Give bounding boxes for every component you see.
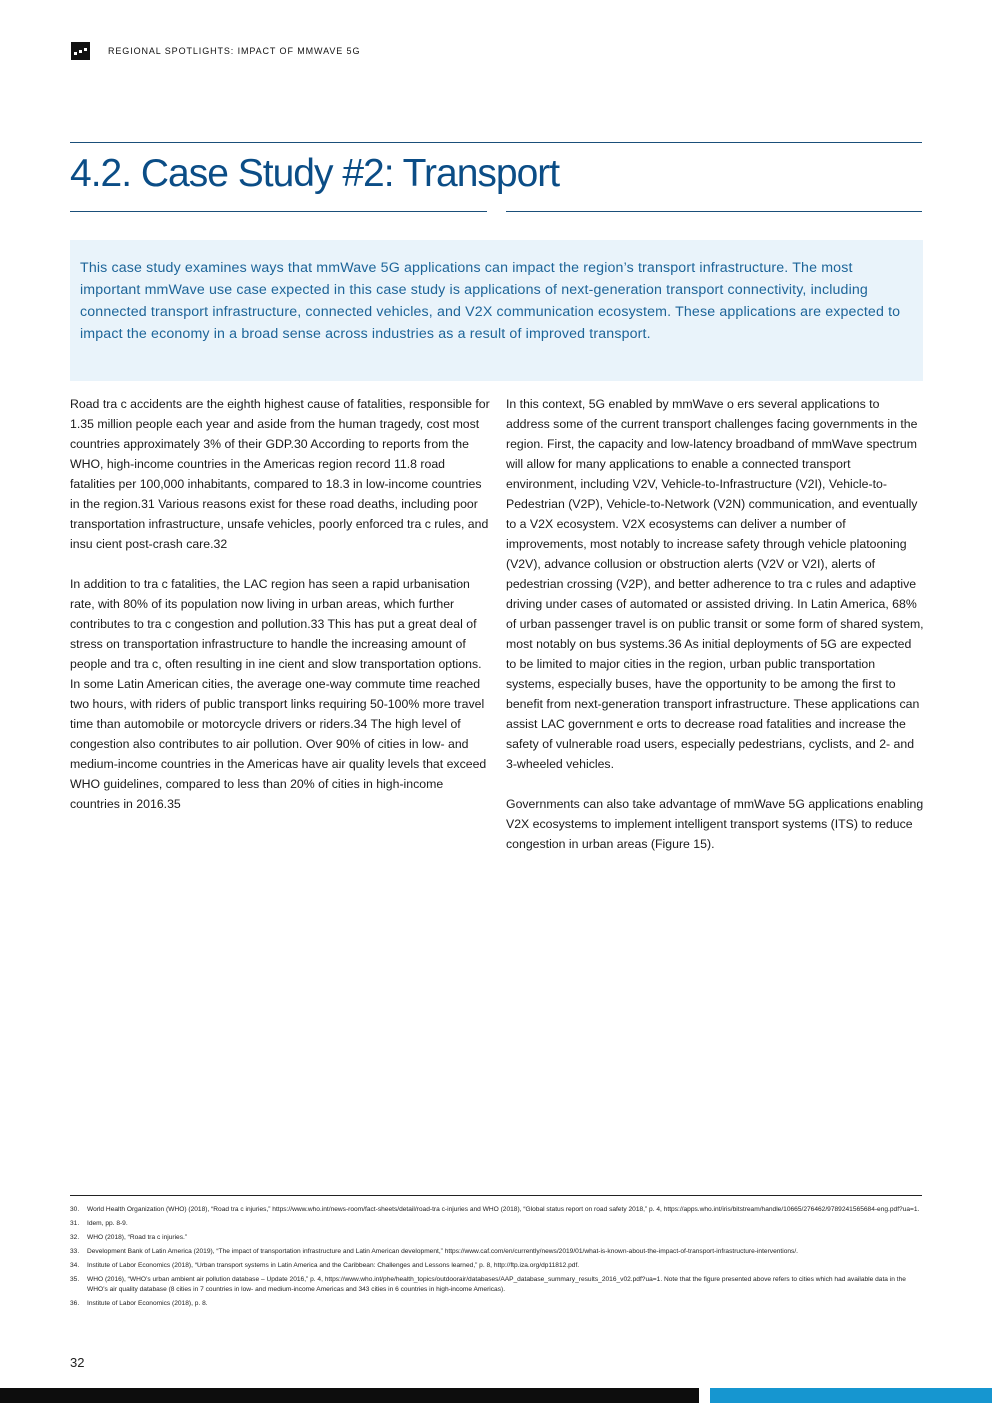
left-column bbox=[70, 394, 490, 834]
footnote bbox=[70, 1219, 922, 1229]
page-title: 4.2. Case Study #2: Transport bbox=[70, 152, 560, 195]
footnote bbox=[70, 1299, 922, 1309]
left-paragraph-2: In addition to tra c fatalities, the LAC region has seen a rapid urbanisation rate, with 80% of its population now living in urban areas, which further contributes to tra c congestion and pollution.33 This has put a great deal of stress on transportation infrastructure to handle the increasing amount of people and tra c, often resulting in ine cient and slow transportation options. In some Latin American cities, the average one-way commute time reached two hours, with riders of public transport links requiring 50-100% more travel time than automobile or motorcycle drivers or riders.34 The high level of congestion also contributes to air pollution. Over 90% of cities in low- and medium-income countries in the Americas have air quality levels that exceed WHO guidelines, compared to less than 20% of cities in high-income countries in 2016.35 bbox=[70, 577, 487, 811]
footnote-number: 31. bbox=[70, 1220, 80, 1227]
footnote-number: 34. bbox=[70, 1262, 80, 1269]
chart-building-icon bbox=[71, 42, 90, 60]
footnote-text: WHO (2016), “WHO’s urban ambient air pollution database – Update 2016,” p. 4, https://www.who.int/phe/health_topics/outdoorair/databases/AAP_database_summary_results_2016_v02.pdf?ua=1. Note that the figure presented above refers to cities which had available data in the WHO’s air quality database (8 cities in 7 countries in low- and medium-income Americas and 343 cities in 6 countries in high-income Americas). bbox=[87, 1276, 906, 1293]
footnote-text: World Health Organization (WHO) (2018), “Road tra c injuries,” https://www.who.int/news-room/fact-sheets/detail/road-tra c-injuries and WHO (2018), “Global status report on road safety 2018,” p. 4, https://apps.who.int/iris/bitstream/handle/10665/276462/9789241565684-eng.pdf?ua=1. bbox=[87, 1206, 920, 1213]
footnote bbox=[70, 1233, 922, 1243]
footnote-number: 33. bbox=[70, 1248, 80, 1255]
page-header bbox=[71, 42, 360, 60]
footnotes bbox=[70, 1205, 922, 1313]
title-bottom-rule-right bbox=[506, 211, 922, 212]
footnote-text: Institute of Labor Economics (2018), p. 8. bbox=[87, 1299, 208, 1307]
footnote-text: Institute of Labor Economics (2018), “Urban transport systems in Latin America and the Caribbean: Challenges and Lessons learned,” p. 8, http://ftp.iza.org/dp11812.pdf. bbox=[87, 1262, 580, 1269]
header-text: REGIONAL SPOTLIGHTS: IMPACT OF MMWAVE 5G bbox=[108, 46, 361, 56]
intro-box bbox=[70, 240, 923, 381]
footnote-text: WHO (2018), “Road tra c injuries.” bbox=[87, 1234, 188, 1241]
footnote bbox=[70, 1275, 922, 1294]
title-top-rule bbox=[70, 142, 922, 143]
title-bottom-rule-left bbox=[70, 211, 487, 212]
footnote bbox=[70, 1205, 922, 1215]
page-number: 32 bbox=[70, 1355, 85, 1370]
footer-bar-blue bbox=[710, 1388, 992, 1403]
intro-text: This case study examines ways that mmWave 5G applications can impact the region’s transport infrastructure. The most important mmWave use case expected in this case study is applications of next-generation transport connectivity, including connected transport infrastructure, connected vehicles, and V2X communication ecosystem. These applications are expected to impact the economy in a broad sense across industries as a result of improved transport. bbox=[80, 260, 901, 342]
footnote-text: Development Bank of Latin America (2019), “The impact of transportation infrastructure and Latin American development,” https://www.caf.com/en/currently/news/2019/01/what-is-known-about-the-impact-of-transport-infrastructure-interventions/. bbox=[87, 1248, 798, 1255]
footnote-rule bbox=[70, 1195, 922, 1196]
footer-bar-dark bbox=[0, 1388, 699, 1403]
footnote-number: 36. bbox=[70, 1299, 80, 1307]
footnote-number: 35. bbox=[70, 1276, 80, 1283]
footnote-number: 32. bbox=[70, 1234, 80, 1241]
left-paragraph-1: Road tra c accidents are the eighth highest cause of fatalities, responsible for 1.35 million people each year and aside from the human tragedy, cost most countries approximately 3% of their GDP.30 According to reports from the WHO, high-income countries in the Americas region record 11.8 road fatalities per 100,000 inhabitants, compared to 18.3 in low-income countries in the region.31 Various reasons exist for these road deaths, including poor transportation infrastructure, unsafe vehicles, poorly enforced tra c rules, and insu cient post-crash care.32 bbox=[70, 397, 490, 551]
footnote-number: 30. bbox=[70, 1206, 80, 1213]
footnote bbox=[70, 1261, 922, 1271]
right-paragraph-1: In this context, 5G enabled by mmWave o ers several applications to address some of the current transport challenges facing governments in the region. First, the capacity and low-latency broadband of mmWave spectrum will allow for many applications to enable a connected transport environment, including V2V, Vehicle-to-Infrastructure (V2I), Vehicle-to-Pedestrian (V2P), Vehicle-to-Network (V2N) communication, and eventually to a V2X ecosystem. V2X ecosystems can deliver a number of improvements, most notably to increase safety through vehicle platooning (V2V), advance collusion or obstruction alerts (V2V or V2I), alerts of pedestrian crossing (V2P), and better adherence to tra c rules and adaptive driving under cases of automated or assisted driving. In Latin America, 68% of urban passenger travel is on public transit or some form of shared system, most notably on bus systems.36 As initial deployments of 5G are expected to be limited to major cities in the region, urban public transportation systems, especially buses, have the opportunity to be among the first to benefit from next-generation transport infrastructure. These applications can assist LAC government e orts to decrease road fatalities and increase the safety of vulnerable road users, especially pedestrians, cyclists, and 2- and 3-wheeled vehicles. bbox=[506, 397, 924, 771]
right-paragraph-2: Governments can also take advantage of mmWave 5G applications enabling V2X ecosystems to implement intelligent transport systems (ITS) to reduce congestion in urban areas (Figure 15). bbox=[506, 797, 924, 851]
footnote-text: Idem, pp. 8-9. bbox=[87, 1220, 128, 1227]
right-column bbox=[506, 394, 924, 874]
footnote bbox=[70, 1247, 922, 1257]
